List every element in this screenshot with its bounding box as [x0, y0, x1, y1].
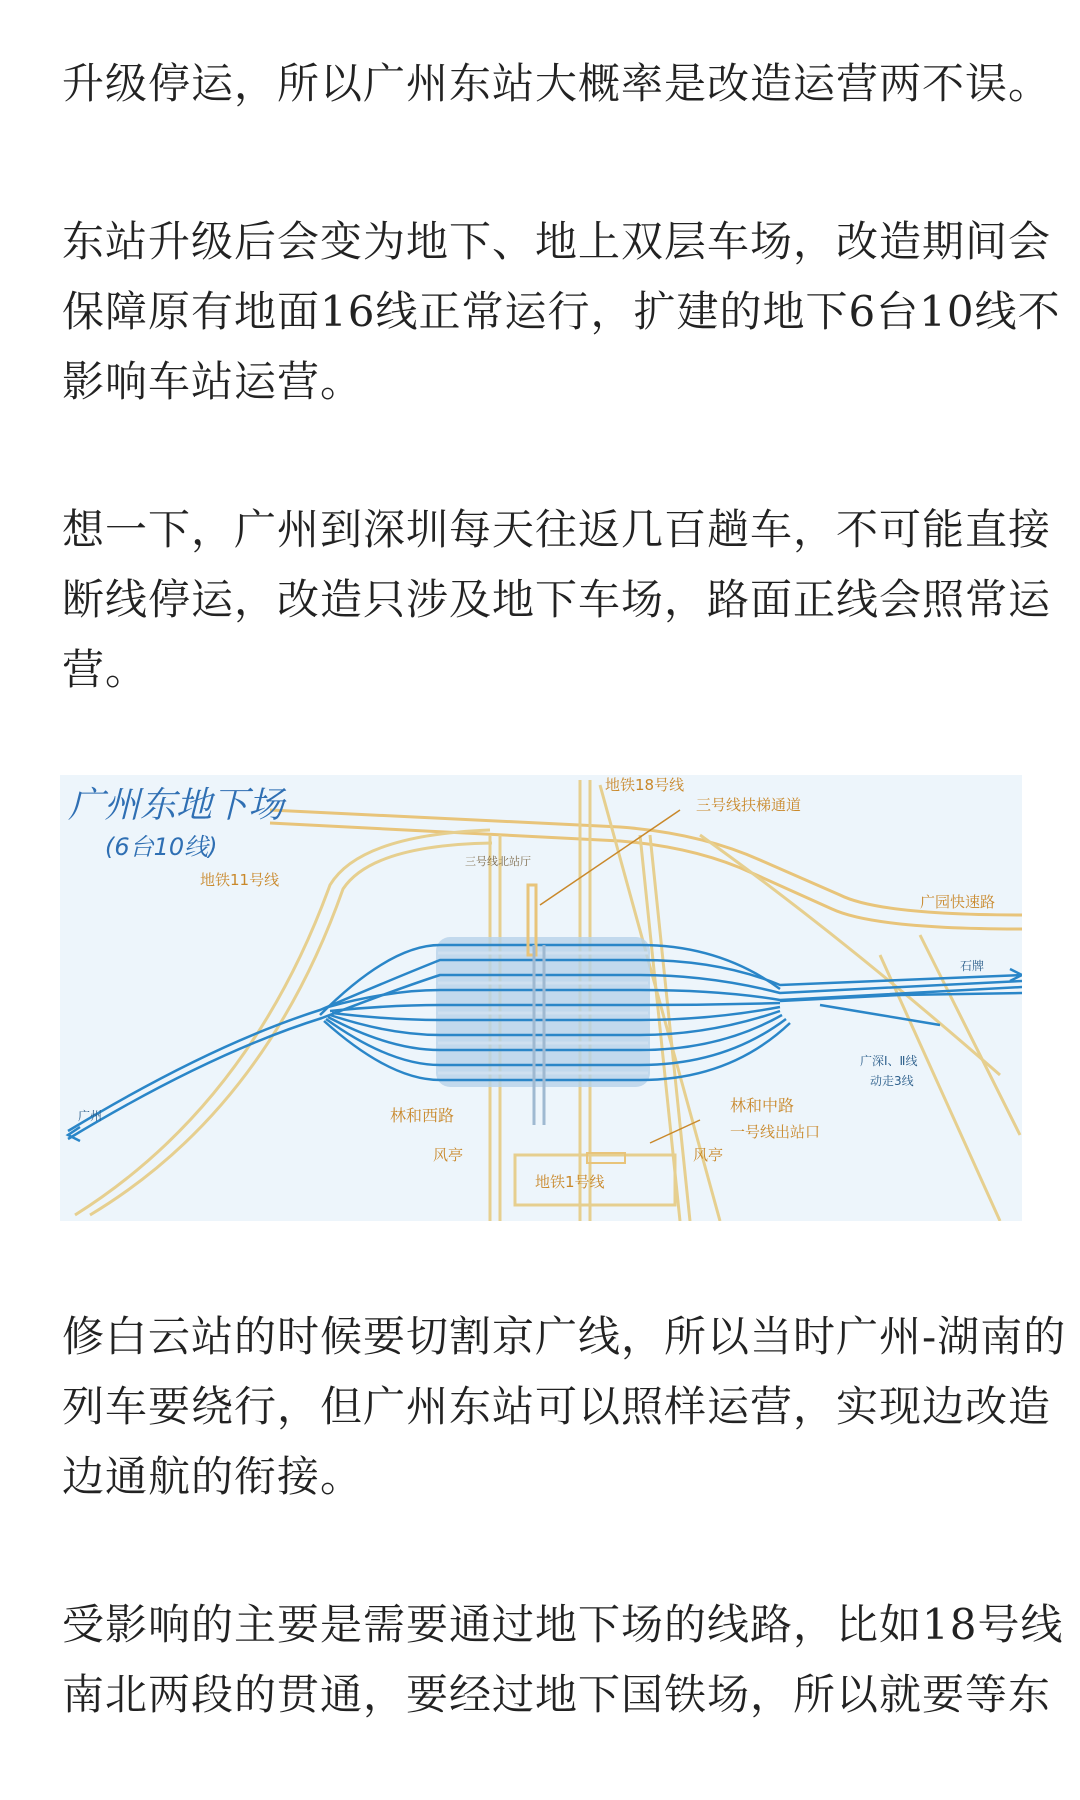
text-line: 想一下，广州到深圳每天往返几百趟车，不可能直接	[62, 505, 1052, 554]
text-line: 升级停运，所以广州东站大概率是改造运营两不误。	[62, 59, 1052, 108]
label-pavilion-left: 风亭	[433, 1146, 464, 1164]
text-line: 保障原有地面16线正常运行，扩建的地下6台10线不	[62, 287, 1061, 336]
label-guangzhou: 广州	[78, 1109, 103, 1123]
paragraph-4	[62, 1302, 1067, 1512]
text-line: 列车要绕行，但广州东站可以照样运营，实现边改造	[62, 1382, 1052, 1431]
diagram-subtitle: (6台10线)	[105, 833, 218, 861]
station-diagram	[60, 775, 1022, 1221]
road-line	[270, 823, 1022, 929]
leader-line	[650, 1120, 700, 1143]
paragraph-5	[62, 1590, 1064, 1730]
road-line	[650, 835, 690, 1221]
text-line: 断线停运，改造只涉及地下车场，路面正线会照常运	[62, 575, 1052, 624]
text-line: 营。	[62, 645, 149, 694]
paragraph-1	[62, 49, 1052, 119]
label-guangshen-lines: 广深Ⅰ、Ⅱ线	[860, 1054, 918, 1068]
paragraph-3	[62, 495, 1052, 705]
text-line: 东站升级后会变为地下、地上双层车场，改造期间会	[62, 217, 1052, 266]
label-line3-north-hall: 三号线北站厅	[465, 855, 531, 868]
label-shipai: 石牌	[960, 959, 985, 973]
label-guangyuan-expressway: 广园快速路	[920, 893, 996, 911]
label-linhe-middle-road: 林和中路	[730, 1096, 795, 1115]
label-line3-escalator: 三号线扶梯通道	[696, 796, 802, 814]
label-line1-exit: 一号线出站口	[730, 1123, 821, 1141]
label-guangshen-line3: 动走3线	[870, 1074, 914, 1088]
label-metro11: 地铁11号线	[200, 871, 280, 889]
text-line: 修白云站的时候要切割京广线，所以当时广州-湖南的	[62, 1312, 1067, 1361]
station-diagram-svg	[60, 775, 1022, 1221]
label-metro18: 地铁18号线	[605, 776, 685, 794]
label-linhe-west-road: 林和西路	[390, 1106, 455, 1125]
label-metro1: 地铁1号线	[535, 1173, 605, 1191]
text-line: 影响车站运营。	[62, 357, 364, 406]
paragraph-2	[62, 207, 1061, 417]
label-pavilion-right: 风亭	[693, 1146, 724, 1164]
diagram-title: 广州东地下场	[68, 785, 285, 826]
text-line: 边通航的衔接。	[62, 1452, 364, 1501]
text-line: 受影响的主要是需要通过地下场的线路，比如18号线	[62, 1600, 1064, 1649]
text-line: 南北两段的贯通，要经过地下国铁场，所以就要等东	[62, 1670, 1052, 1719]
